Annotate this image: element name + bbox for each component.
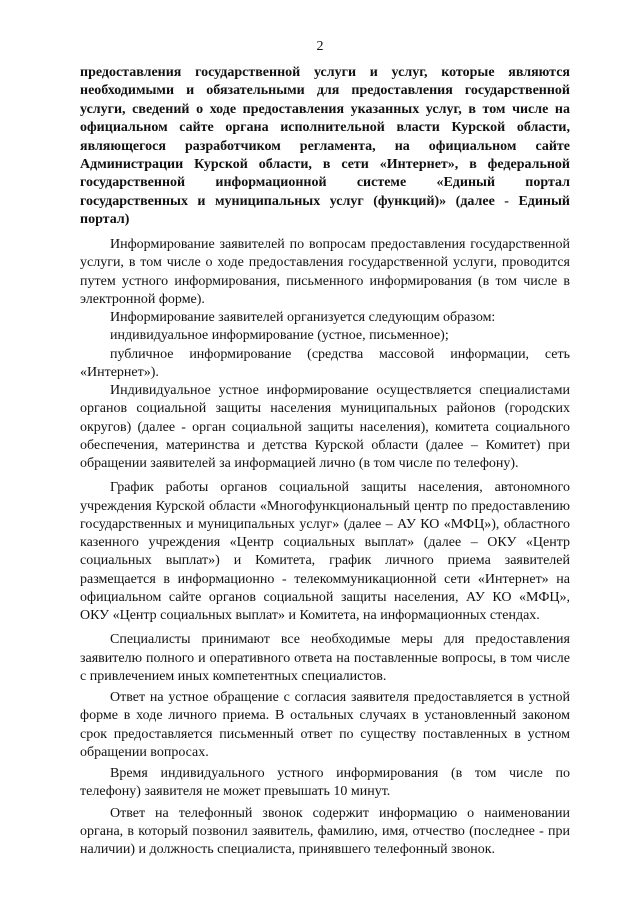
page-number: 2 [316,39,324,54]
paragraph: Информирование заявителей организуется следующим образом: [110,310,496,325]
document-body [80,236,570,859]
paragraph: индивидуальное информирование (устное, письменное); [110,328,449,344]
paragraph: публичное информирование (средства массовой информации, сеть «Интернет»). [80,346,570,380]
paragraph: Информирование заявителей по вопросам предоставления государственной услуги, в том числе о ходе предоставления государственной услуги, проводится путем устного информирования, письменного информирования (в том числе в электронной форме). [80,237,570,307]
paragraph: Время индивидуального устного информирования (в том числе по телефону) заявителя не может превышать 10 минут. [80,766,570,800]
paragraph: Ответ на устное обращение с согласия заявителя предоставляется в устной форме в ходе личного приема. В остальных случаях в установленный законом срок предоставляется письменный ответ по существу поставленных в устном обращении вопросах. [80,690,570,760]
paragraph: Ответ на телефонный звонок содержит информацию о наименовании органа, в который позвонил заявитель, фамилию, имя, отчество (последнее - при наличии) и должность специалиста, принявшего телефонный звонок. [80,805,570,857]
paragraph: График работы органов социальной защиты населения, автономного учреждения Курской области «Многофункциональный центр по предоставлению государственных и муниципальных услуг» (далее – АУ КО «МФЦ»), областного казенного учреждения «Центр социальных выплат» (далее – ОКУ «Центр социальных выплат») и Комитета, график личного приема заявителей размещается в информационно - телекоммуникационной сети «Интернет» на официальном сайте органов социальной защиты населения, АУ КО «МФЦ», ОКУ «Центр социальных выплат» и Комитета, на информационных стендах. [80,480,570,623]
section-heading: предоставления государственной услуги и услуг, которые являются необходимыми и обязательными для предоставления государственной услуги, сведений о ходе предоставления указанных услуг, в том числе на официальном сайте органа исполнительной власти Курской области, являющегося разработчиком регламента, на официальном сайте Администрации Курской области, в сети «Интернет», в федеральной государственной информационной системе «Единый портал государственных и муниципальных услуг (функций)» (далее - Единый портал) [80,65,570,228]
paragraph: Индивидуальное устное информирование осуществляется специалистами органов социальной защиты населения муниципальных районов (городских округов) (далее - орган социальной защиты населения), комитета социального обеспечения, материнства и детства Курской области (далее – Комитет) при обращении заявителей за информацией лично (в том числе по телефону). [80,383,570,471]
paragraph: Специалисты принимают все необходимые меры для предоставления заявителю полного и оперативного ответа на поставленные вопросы, в том числе с привлечением иных компетентных специалистов. [80,632,570,684]
